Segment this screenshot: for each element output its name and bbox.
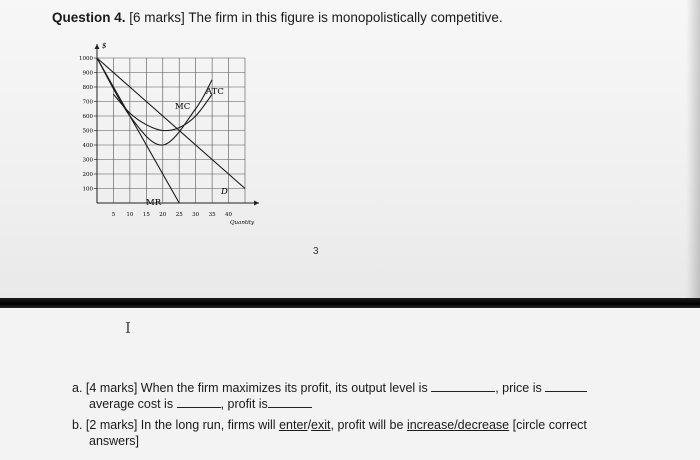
mc-label: MC bbox=[175, 102, 191, 112]
y-tick-label: 200 bbox=[82, 172, 93, 178]
enter-option[interactable]: enter bbox=[279, 418, 308, 432]
page-number: 3 bbox=[313, 246, 319, 257]
mr-label: MR bbox=[146, 198, 162, 208]
x-tick-label: 10 bbox=[126, 212, 134, 218]
part-b-text2: , profit will be bbox=[330, 418, 404, 432]
series-d-curve bbox=[97, 58, 245, 189]
increase-option[interactable]: increase bbox=[406, 418, 455, 432]
cost-curve-graph bbox=[60, 38, 275, 238]
part-a-line1 bbox=[72, 380, 587, 396]
graph-labels bbox=[102, 42, 255, 226]
y-tick-label: 1000 bbox=[79, 56, 93, 62]
question-statement: The firm in this figure is monopolistically competitive. bbox=[188, 10, 503, 25]
enter-exit-separator: / bbox=[307, 418, 312, 432]
graph-axes bbox=[95, 44, 260, 206]
part-a-text2: , price is bbox=[495, 381, 542, 395]
atc-label: ATC bbox=[206, 87, 224, 97]
x-tick-label: 40 bbox=[225, 212, 233, 218]
x-axis-label: Quantity bbox=[230, 220, 255, 226]
y-tick-label: 500 bbox=[82, 128, 93, 135]
x-tick-label: 20 bbox=[159, 212, 167, 218]
x-tick-label: 5 bbox=[111, 212, 116, 218]
x-tick-label: 15 bbox=[142, 212, 150, 218]
question-number: Question 4. bbox=[52, 10, 126, 25]
part-a-line2 bbox=[89, 396, 312, 412]
graph-ticks bbox=[79, 56, 233, 218]
part-a-text4: , profit is bbox=[220, 397, 268, 411]
y-tick-label: 700 bbox=[82, 99, 93, 106]
y-axis-symbol: $ bbox=[102, 42, 107, 50]
x-tick-label: 25 bbox=[175, 212, 183, 218]
exit-option[interactable]: exit bbox=[311, 418, 331, 432]
question-title bbox=[52, 10, 503, 25]
part-b-line2 bbox=[89, 433, 139, 449]
increase-decrease-separator: / bbox=[454, 418, 458, 432]
y-tick-label: 900 bbox=[82, 70, 93, 77]
output-level-blank[interactable] bbox=[431, 380, 495, 392]
price-blank[interactable] bbox=[545, 380, 587, 392]
page-divider bbox=[0, 298, 700, 308]
part-b-text4: answers] bbox=[89, 434, 140, 448]
x-tick-label: 35 bbox=[208, 212, 216, 218]
profit-blank[interactable] bbox=[268, 396, 312, 408]
part-a-text1: [4 marks] When the firm maximizes its profit, its output level is bbox=[85, 381, 428, 395]
question-marks: [6 marks] bbox=[129, 10, 185, 25]
decrease-option[interactable]: decrease bbox=[457, 418, 510, 432]
demand-label: D bbox=[221, 187, 228, 197]
part-a-label: a. bbox=[72, 381, 83, 395]
y-tick-label: 400 bbox=[82, 143, 93, 149]
part-b-text1: [2 marks] In the long run, firms will bbox=[85, 418, 276, 432]
y-tick-label: 800 bbox=[82, 85, 93, 91]
average-cost-blank[interactable] bbox=[177, 396, 221, 408]
y-tick-label: 600 bbox=[82, 114, 93, 120]
x-axis-arrow bbox=[254, 201, 259, 206]
y-tick-label: 300 bbox=[82, 157, 93, 164]
part-b-line1 bbox=[72, 417, 587, 433]
y-axis-arrow bbox=[95, 44, 100, 49]
text-cursor-icon: I bbox=[125, 319, 131, 337]
part-b-text3: [circle correct bbox=[512, 418, 587, 432]
part-a-text3: average cost is bbox=[89, 397, 174, 411]
y-tick-label: 100 bbox=[82, 186, 93, 193]
x-tick-label: 30 bbox=[192, 212, 200, 218]
part-b-label: b. bbox=[72, 418, 83, 432]
